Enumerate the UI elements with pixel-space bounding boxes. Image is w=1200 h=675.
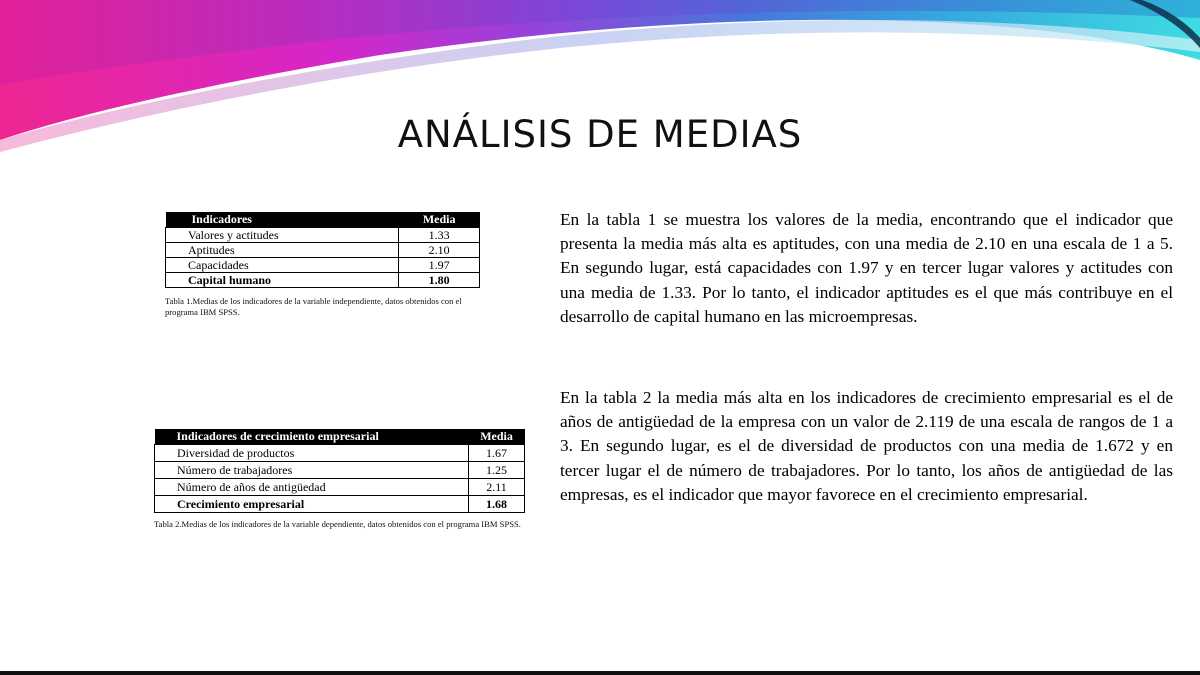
table-header-row [166,212,480,228]
means-table-1 [165,212,480,288]
table-1-caption: Tabla 1.Medias de los indicadores de la variable independiente, datos obtenidos con el programa IBM SPSS. [165,296,462,317]
header-indicadores: Indicadores [166,212,399,228]
paragraph-table-2: En la tabla 2 la media más alta en los indicadores de crecimiento empresarial es el de años de antigüedad de la empresa con un valor de 2.119 de una escala de rangos de 1 a 3. En segundo lugar, es el de diversidad de productos con una media de 1.672 y en tercer lugar el de número de trabajadores. Por lo tanto, los años de antigüedad de las empresas, es el indicador que mayor favorece en el crecimiento empresarial. [560,388,1173,504]
means-table-2 [154,429,525,513]
total-value: 1.80 [399,273,480,288]
row-label: Aptitudes [166,243,399,258]
header-media: Media [469,429,525,445]
header-media: Media [399,212,480,228]
row-value: 1.67 [469,445,525,462]
table-row [155,462,525,479]
row-value: 2.11 [469,479,525,496]
row-label: Diversidad de productos [155,445,469,462]
table-total-row [155,496,525,513]
paragraph-table-1: En la tabla 1 se muestra los valores de la media, encontrando que el indicador que presenta la media más alta es aptitudes, con una media de 2.10 en una escala de 1 a 5. En segundo lugar, está capacidades con 1.97 y en tercer lugar valores y actitudes con una media de 1.33. Por lo tanto, el indicador aptitudes es el que más contribuye en el desarrollo de capital humano en las microempresas. [560,210,1173,326]
table-row [166,228,480,243]
table-total-row [166,273,480,288]
bottom-border [0,671,1200,675]
row-value: 1.25 [469,462,525,479]
header-indicadores-crecimiento: Indicadores de crecimiento empresarial [155,429,469,445]
row-label: Valores y actitudes [166,228,399,243]
table-row [166,243,480,258]
row-label: Capacidades [166,258,399,273]
table-row [155,445,525,462]
total-value: 1.68 [469,496,525,513]
total-label: Capital humano [166,273,399,288]
row-value: 1.33 [399,228,480,243]
row-label: Número de trabajadores [155,462,469,479]
table-row [155,479,525,496]
slide-title: ANÁLISIS DE MEDIAS [397,113,803,156]
row-label: Número de años de antigüedad [155,479,469,496]
table-2-caption: Tabla 2.Medias de los indicadores de la variable dependiente, datos obtenidos con el programa IBM SPSS. [154,519,521,529]
row-value: 2.10 [399,243,480,258]
table-header-row [155,429,525,445]
total-label: Crecimiento empresarial [155,496,469,513]
table-row [166,258,480,273]
row-value: 1.97 [399,258,480,273]
